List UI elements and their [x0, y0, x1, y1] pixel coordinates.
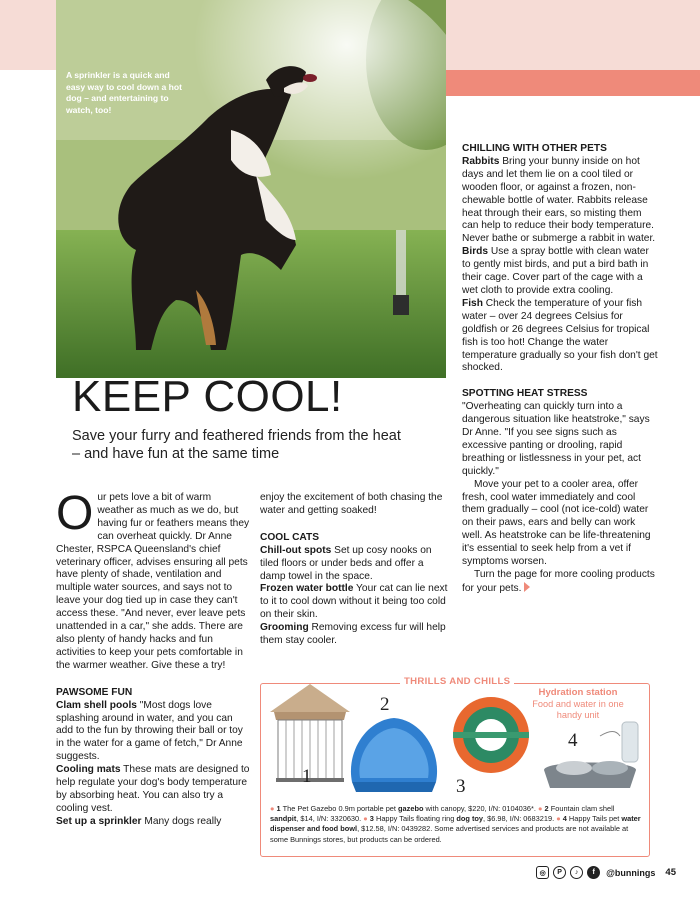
hydration-subtitle: Food and water in one handy unit: [532, 699, 624, 720]
social-handle[interactable]: @bunnings: [606, 867, 656, 878]
stress-paragraph-1: "Overheating can quickly turn into a dangerous situation like heatstroke," says Dr Anne. "If you see signs such as excessive panting or drooling, rapid breathing or listlessness in your pet, act quickly.": [462, 401, 650, 477]
sprinkler-text: Many dogs really: [141, 815, 222, 827]
caption-item-4-bold: water dispenser and food bowl: [270, 814, 641, 834]
product-number-2: 2: [380, 694, 390, 715]
frozen-label: Frozen water bottle: [260, 583, 354, 595]
birds-label: Birds: [462, 246, 489, 258]
stress-paragraph-3: [462, 569, 658, 596]
mats-label: Cooling mats: [56, 764, 121, 776]
section-heading-pawsome: PAWSOME FUN: [56, 686, 133, 698]
page-footer: [536, 866, 676, 879]
caption-item-1-post: with canopy, $220, I/N: 0104036*.: [423, 804, 538, 813]
page-number: 45: [665, 867, 676, 878]
sprinkler-paragraph: [56, 816, 250, 829]
section-heading-cats: COOL CATS: [260, 531, 320, 543]
facebook-icon[interactable]: f: [587, 866, 600, 879]
frozen-paragraph: [260, 583, 448, 622]
bullet-dot-icon: ●: [270, 804, 275, 813]
water-dispenser-bowl-image: [540, 716, 644, 798]
rabbits-text: Bring your bunny inside on hot days and let them lie on a cool tiled or wooden floor, or against a frozen, non-chewable bottle of water. Rabbits release heat through their ears, so misting them can help to reduce their body temperature. Never bathe or submerge a rabbit in water.: [462, 155, 656, 245]
chill-label: Chill-out spots: [260, 544, 332, 556]
groom-paragraph: [260, 622, 448, 648]
caption-item-4-post: , $12.58, I/N: 0439282. Some advertised services and products are not available at some Bunnings stores, but products can be ordered.: [270, 824, 629, 844]
intro-text: ur pets love a bit of warm weather as much as we do, but having fur or feathers means they can overheat quickly. Dr Anne Chester, RSPCA Queensland's chief veterinary officer, advises ensuring all pets have plenty of shade, ventilation and multiple water sources, and says not to leave your dog tied up in case they can't access these. "And never, ever leave pets unattended in a car," she adds. There are also plenty of handy hacks and fun activities to keep your pets comfortable in the warmer weather. Give these a try!: [56, 492, 250, 671]
rabbits-label: Rabbits: [462, 155, 500, 167]
tiktok-icon[interactable]: ♪: [570, 866, 583, 879]
fish-label: Fish: [462, 297, 483, 309]
clam-label: Clam shell pools: [56, 699, 137, 711]
drop-cap: O: [56, 487, 94, 540]
caption-number-1: 1: [276, 804, 281, 813]
sprinkler-continued: enjoy the excitement of both chasing the water and getting soaked!: [260, 492, 443, 516]
caption-item-4-pre: Happy Tails pet: [566, 814, 622, 824]
groom-text: Removing excess fur will help them stay cooler.: [260, 622, 446, 647]
dog-sprinkler-illustration: [56, 0, 446, 378]
salmon-band: [446, 70, 700, 96]
caption-item-2-pre: Fountain clam shell: [548, 804, 615, 813]
caption-item-3-bold: dog toy: [456, 814, 484, 824]
subheading: Save your furry and feathered friends from the heat – and have fun at the same time: [72, 428, 401, 462]
photo-caption: A sprinkler is a quick and easy way to cool down a hot dog – and entertaining to watch, too!: [66, 70, 183, 115]
fish-paragraph: [462, 298, 658, 375]
pinterest-icon[interactable]: P: [553, 866, 566, 879]
caption-item-1-pre: The Pet Gazebo 0.9m portable pet: [280, 804, 399, 813]
caption-item-3-post: , $6.98, I/N: 0683219.: [483, 814, 557, 824]
product-number-4: 4: [568, 730, 578, 751]
chill-paragraph: [260, 545, 448, 584]
caption-item-2-post: , $14, I/N: 3320630.: [296, 814, 364, 824]
products-caption: [270, 804, 642, 845]
mats-text: These mats are designed to help regulate your dog's body temperature by absorbing heat. You can also try a cooling vest.: [56, 764, 250, 814]
arrow-right-icon: [524, 582, 530, 592]
birds-paragraph: [462, 246, 658, 298]
groom-label: Grooming: [260, 622, 309, 634]
page-title: KEEP COOL!: [72, 372, 343, 421]
bullet-dot-icon: ●: [556, 814, 561, 824]
column-1: [56, 487, 250, 829]
instagram-icon[interactable]: ◎: [536, 866, 549, 879]
product-number-3: 3: [456, 776, 466, 797]
clam-paragraph: [56, 700, 250, 765]
caption-number-2: 2: [544, 804, 549, 813]
intro-paragraph: [56, 487, 250, 673]
chill-text: Set up cosy nooks on tiled floors or under beds and offer a damp towel in the space.: [260, 544, 432, 582]
clam-text: "Most dogs love splashing around in water, and you can add to the fun by throwing their ball or toy in the water for a game of fetch," Dr Anne suggests.: [56, 699, 243, 763]
birds-text: Use a spray bottle with clean water to gently mist birds, and put a bird bath in their cage. Cover part of the cage with a wet cloth to provide extra cooling.: [462, 246, 649, 296]
section-heading-others: CHILLING WITH OTHER PETS: [462, 143, 607, 154]
caption-item-3-pre: Happy Tails floating ring: [373, 814, 457, 824]
stress-paragraph-2: Move your pet to a cooler area, offer fresh, cool water immediately and cool them gradually – cool (not ice-cold) water on their paws, ears and belly can work well. As heatstroke can be life-threatening it's essential to seek help from a vet if symptoms worsen.: [462, 478, 651, 568]
hero-photo: [56, 0, 446, 378]
turn-page-text: Turn the page for more cooling products for your pets.: [462, 569, 655, 594]
rabbits-paragraph: [462, 156, 658, 246]
section-heading-stress: SPOTTING HEAT STRESS: [462, 388, 588, 400]
caption-item-2-bold: sandpit: [270, 814, 297, 824]
mats-paragraph: [56, 764, 250, 816]
sprinkler-label: Set up a sprinkler: [56, 815, 142, 827]
floating-ring-toy-image: [448, 692, 534, 778]
product-number-1: 1: [302, 766, 312, 787]
caption-item-1-bold: gazebo: [398, 804, 424, 813]
column-2: [260, 492, 448, 648]
frozen-text: Your cat can lie next to it to cool down without it being too cold on their skin.: [260, 583, 448, 621]
bullet-dot-icon: ●: [363, 814, 368, 824]
caption-number-3: 3: [369, 814, 374, 824]
bullet-dot-icon: ●: [538, 804, 543, 813]
caption-number-4: 4: [562, 814, 567, 824]
clam-shell-sandpit-image: [346, 712, 442, 800]
hydration-title: Hydration station: [538, 687, 618, 698]
column-3: [462, 143, 658, 596]
products-box-title: THRILLS AND CHILLS: [400, 676, 514, 687]
fish-text: Check the temperature of your fish water – over 24 degrees Celsius for goldfish or 26 degrees Celsius for tropical fish is too hot! Change the water temperature gradually so your fish don't get shocked.: [462, 297, 658, 374]
